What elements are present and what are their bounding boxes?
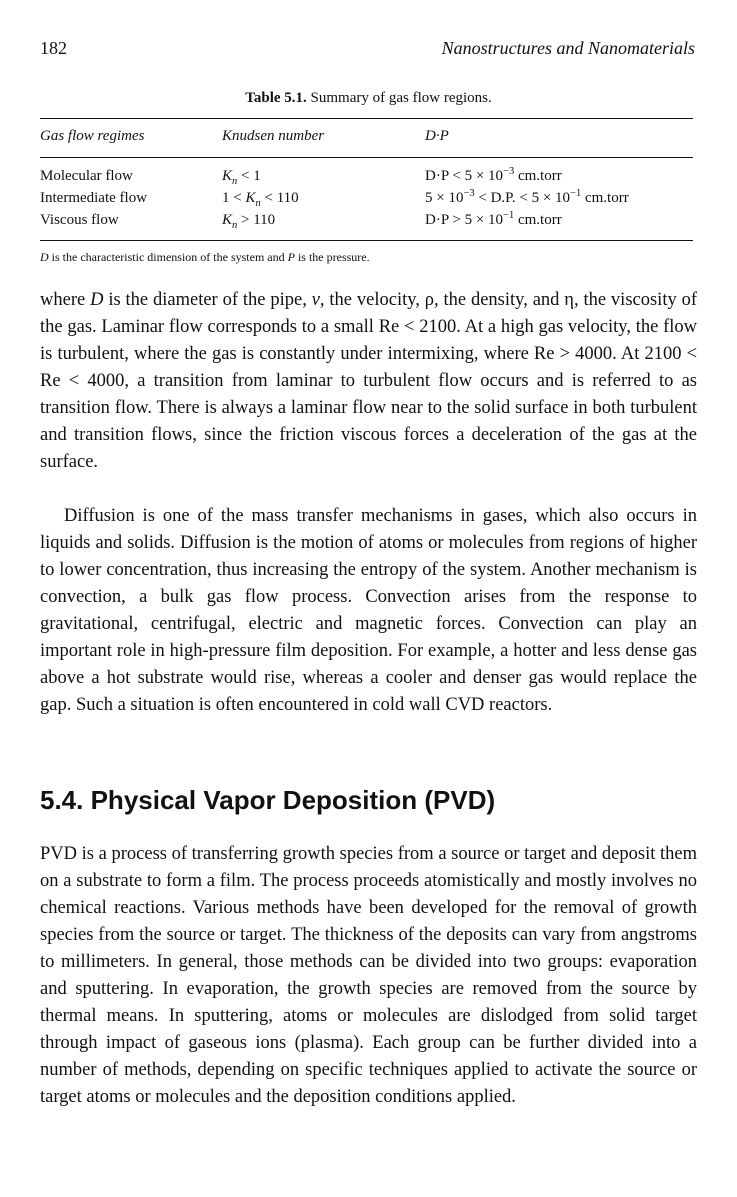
table-footnote: D is the characteristic dimension of the system and P is the pressure. [40,250,370,264]
table-header-knudsen: Knudsen number [222,128,325,144]
table-caption-label: Table 5.1. [245,90,307,106]
table-bottom-rule [40,240,693,241]
section-heading: 5.4. Physical Vapor Deposition (PVD) [40,785,496,815]
body-paragraph: where D is the diameter of the pipe, v, the velocity, ρ, the density, and η, the viscosity of the gas. Laminar flow corresponds to a small Re < 2100. At a high gas velocity, the flow is turbulent, where the gas is constantly under intermixing, where Re > 4000. At 2100 < Re < 4000, a transition from laminar to turbulent flow occurs and is referred to as transition flow. There is always a laminar flow near to the solid surface in both turbulent and transition flows, since the friction viscous forces a deceleration of the gas at the surface. [40,290,697,472]
body-paragraph: PVD is a process of transferring growth species from a source or target and deposit them on a substrate to form a film. The process proceeds atomistically and mostly involves no chemical reactions. Various methods have been developed for the removal of growth species from the source or target. The thickness of the deposits can vary from angstroms to millimeters. In general, those methods can be divided into two groups: evaporation and sputtering. In evaporation, the growth species are removed from the source by thermal means. In sputtering, atoms or molecules are dislodged from solid target through impact of gaseous ions (plasma). Each group can be further divided into a number of methods, depending on specific techniques applied to activate the source or target atoms or molecules and the deposition conditions applied. [40,844,697,1107]
table-cell-dp: $5 \times 10^{-3} < D.P$. < $5 \times 10^{-1}$ cm.torr [425,188,629,206]
body-paragraph: Diffusion is one of the mass transfer mechanisms in gases, which also occurs in liquids and solids. Diffusion is the motion of atoms or molecules from regions of higher to lower concentration, thus increasing the entropy of the system. Another mechanism is convection, a bulk gas flow process. Convection arises from the response to gravitational, centrifugal, electric and magnetic forces. Convection can play an important role in high-pressure film deposition. For example, a hotter and less dense gas above a hot substrate would rise, whereas a cooler and denser gas would replace the gap. Such a situation is often encountered in cold wall CVD reactors. [40,506,697,715]
table-caption-text: Summary of gas flow regions. [310,90,492,106]
table-top-rule [40,118,693,119]
table-cell-regime: Intermediate flow [40,190,148,206]
table-cell-dp: $D\cdot P < 5 \times 10^{-3}$ cm.torr [425,166,562,184]
table-cell-dp: $D\cdot P > 5 \times 10^{-1}$ cm.torr [425,210,562,228]
page-number: 182 [40,38,67,58]
table-header-rule [40,157,693,158]
table-cell-regime: Viscous flow [40,212,119,228]
running-title: Nanostructures and Nanomaterials [441,38,695,58]
table-header-regime: Gas flow regimes [40,128,145,144]
table-header-dp: D·P [425,128,449,144]
table-cell-knudsen: $1 < K_n < 110$ [222,190,299,209]
table-caption [0,90,737,107]
table-cell-knudsen: $K_n > 110$ [222,212,276,231]
table-cell-knudsen: $K_n < 1$ [222,168,261,187]
table-cell-regime: Molecular flow [40,168,133,184]
